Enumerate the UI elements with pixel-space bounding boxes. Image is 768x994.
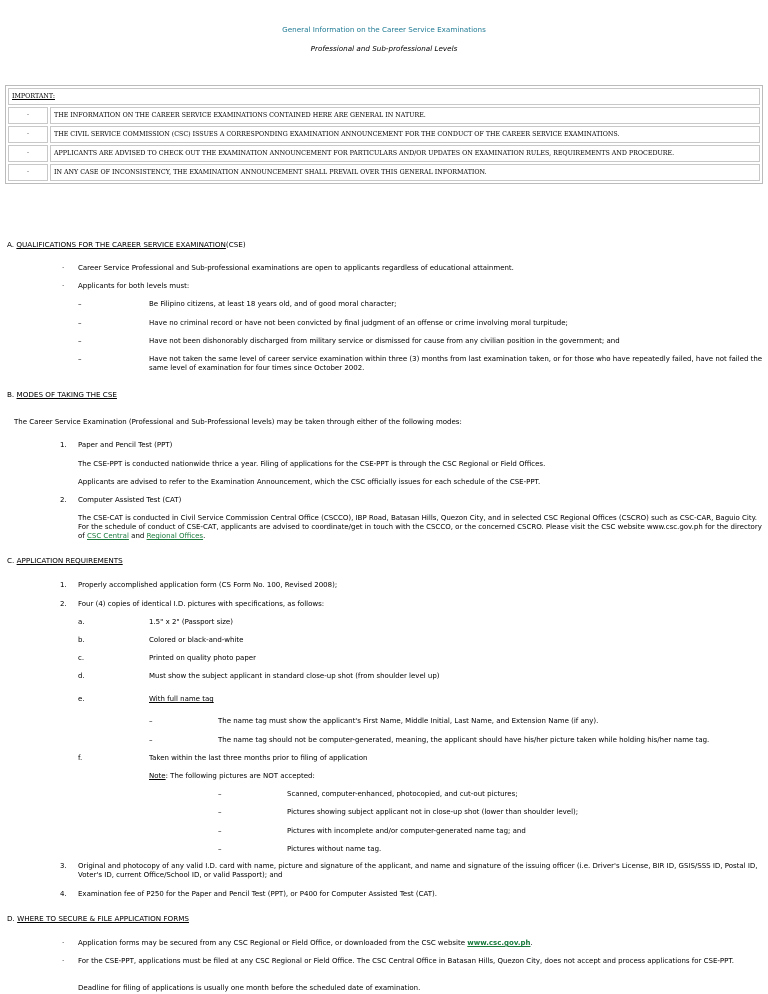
note: Note: The following pictures are NOT accepted:	[149, 772, 315, 780]
mode-cat-text: The CSE-CAT is conducted in Civil Service Commission Central Office (CSCCO), IBP Road, Batasan Hills, Quezon City, and in selected CSC Regional Offices (CSCRO) such as CSC-CAR, Baguio City. For the schedule of conduct of CSE-CAT, applicants are advised to coordinate/get in touch with the CSCCO, or the concerned CSCRO. Please visit the CSC website www.csc.gov.ph for the directory of CSC Central and Regional Offices.	[78, 514, 762, 540]
section-d-bullet-2: For the CSE-PPT, applications must be filed at any CSC Regional or Field Office. The CSC Central Office in Batasan Hills, Quezon City, does not accept and process applications for CSE-PPT.	[78, 957, 735, 965]
important-row: · THE INFORMATION ON THE CAREER SERVICE EXAMINATIONS CONTAINED HERE ARE GENERAL IN NATURE.	[8, 107, 760, 124]
item-number: 2.	[60, 496, 67, 504]
important-label: IMPORTANT:	[8, 88, 760, 105]
not-accepted-item: Pictures without name tag.	[287, 845, 382, 853]
qualification-item: Have not taken the same level of career service examination within three (3) months from last examination taken, or for those who have repeatedly failed, have not failed the same level of examination for four times since October 2002.	[149, 355, 763, 372]
name-tag-rule: The name tag should not be computer-generated, meaning, the applicant should have his/her picture taken while holding his/her name tag.	[218, 736, 710, 744]
requirement-item: Examination fee of P250 for the Paper and Pencil Test (PPT), or P400 for Computer Assisted Test (CAT).	[78, 890, 437, 898]
important-item: THE INFORMATION ON THE CAREER SERVICE EXAMINATIONS CONTAINED HERE ARE GENERAL IN NATURE.	[50, 107, 760, 124]
mode-ppt-text-2: Applicants are advised to refer to the Examination Announcement, which the CSC officially issues for each schedule of the CSE-PPT.	[78, 478, 541, 486]
section-b-intro: The Career Service Examination (Professional and Sub-Professional levels) may be taken through either of the following modes:	[14, 418, 462, 426]
section-c-heading: C. APPLICATION REQUIREMENTS	[7, 556, 123, 565]
mode-ppt-text-1: The CSE-PPT is conducted nationwide thrice a year. Filing of applications for the CSE-PPT is through the CSC Regional or Field Offices.	[78, 460, 546, 468]
section-b-heading: B. MODES OF TAKING THE CSE	[7, 390, 117, 399]
bullet-mark: ·	[62, 264, 65, 272]
important-row: · THE CIVIL SERVICE COMMISSION (CSC) ISSUES A CORRESPONDING EXAMINATION ANNOUNCEMENT FOR THE CONDUCT OF THE CAREER SERVICE EXAMINATIONS.	[8, 126, 760, 143]
item-number: 4.	[60, 890, 67, 898]
csc-website-link[interactable]: www.csc.gov.ph	[467, 939, 531, 947]
regional-offices-link[interactable]: Regional Offices	[146, 532, 204, 540]
bullet-mark: ·	[62, 282, 65, 290]
important-row: · IN ANY CASE OF INCONSISTENCY, THE EXAMINATION ANNOUNCEMENT SHALL PREVAIL OVER THIS GENERAL INFORMATION.	[8, 164, 760, 181]
mode-cat-title: Computer Assisted Test (CAT)	[78, 496, 182, 504]
section-a-heading: A. QUALIFICATIONS FOR THE CAREER SERVICE EXAMINATION(CSE)	[7, 240, 246, 249]
sub-letter: c.	[78, 654, 85, 662]
item-number: 1.	[60, 581, 67, 589]
important-box	[5, 85, 763, 184]
picture-spec: Taken within the last three months prior to filing of application	[149, 754, 368, 762]
not-accepted-item: Scanned, computer-enhanced, photocopied, and cut-out pictures;	[287, 790, 518, 798]
item-number: 1.	[60, 441, 67, 449]
bullet-mark: ·	[62, 939, 65, 947]
sub-letter: b.	[78, 636, 85, 644]
important-row: · APPLICANTS ARE ADVISED TO CHECK OUT THE EXAMINATION ANNOUNCEMENT FOR PARTICULARS AND/OR UPDATES ON EXAMINATION RULES, REQUIREMENTS AND PROCEDURE.	[8, 145, 760, 162]
qualification-item: Be Filipino citizens, at least 18 years old, and of good moral character;	[149, 300, 397, 308]
requirement-item: Properly accomplished application form (CS Form No. 100, Revised 2008);	[78, 581, 338, 589]
not-accepted-item: Pictures with incomplete and/or computer-generated name tag; and	[287, 827, 526, 835]
dash-mark: –	[218, 790, 222, 798]
section-d-heading: D. WHERE TO SECURE & FILE APPLICATION FORMS	[7, 914, 189, 923]
item-number: 3.	[60, 862, 67, 870]
section-a-bullet-2: Applicants for both levels must:	[78, 282, 190, 290]
dash-mark: –	[78, 337, 82, 345]
page-title: General Information on the Career Service Examinations	[282, 25, 486, 34]
qualification-item: Have no criminal record or have not been convicted by final judgment of an offense or crime involving moral turpitude;	[149, 319, 568, 327]
sub-letter: a.	[78, 618, 85, 626]
qualification-item: Have not been dishonorably discharged from military service or dismissed for cause from any civilian position in the government; and	[149, 337, 620, 345]
mode-ppt-title: Paper and Pencil Test (PPT)	[78, 441, 173, 449]
picture-spec: 1.5" x 2" (Passport size)	[149, 618, 233, 626]
dash-mark: –	[149, 717, 153, 725]
section-a-bullet-1: Career Service Professional and Sub-professional examinations are open to applicants regardless of educational attainment.	[78, 264, 514, 272]
requirement-item: Original and photocopy of any valid I.D. card with name, picture and signature of the applicant, and name and signature of the issuing officer (i.e. Driver's License, BIR ID, GSIS/SSS ID, Postal ID, Voter's ID, current Office/School ID, or valid Passport); and	[78, 862, 758, 879]
picture-spec: Printed on quality photo paper	[149, 654, 256, 662]
important-item: THE CIVIL SERVICE COMMISSION (CSC) ISSUES A CORRESPONDING EXAMINATION ANNOUNCEMENT FOR THE CONDUCT OF THE CAREER SERVICE EXAMINATIONS.	[50, 126, 760, 143]
important-item: APPLICANTS ARE ADVISED TO CHECK OUT THE EXAMINATION ANNOUNCEMENT FOR PARTICULARS AND/OR UPDATES ON EXAMINATION RULES, REQUIREMENTS AND PROCEDURE.	[50, 145, 760, 162]
page-subtitle: Professional and Sub-professional Levels	[310, 44, 458, 53]
dash-mark: –	[218, 845, 222, 853]
sub-letter: f.	[78, 754, 83, 762]
picture-spec: With full name tag	[149, 695, 214, 703]
name-tag-rule: The name tag must show the applicant's First Name, Middle Initial, Last Name, and Extension Name (if any).	[218, 717, 599, 725]
requirement-item: Four (4) copies of identical I.D. pictures with specifications, as follows:	[78, 600, 325, 608]
filing-deadline: Deadline for filing of applications is usually one month before the scheduled date of examination.	[78, 984, 421, 992]
not-accepted-item: Pictures showing subject applicant not in close-up shot (lower than shoulder level);	[287, 808, 579, 816]
dash-mark: –	[78, 355, 82, 363]
sub-letter: e.	[78, 695, 85, 703]
bullet-mark: ·	[62, 957, 65, 965]
dash-mark: –	[218, 827, 222, 835]
sub-letter: d.	[78, 672, 85, 680]
dash-mark: –	[78, 319, 82, 327]
section-d-bullet-1: Application forms may be secured from any CSC Regional or Field Office, or downloaded from the CSC website www.csc.gov.ph.	[78, 939, 533, 947]
picture-spec: Must show the subject applicant in standard close-up shot (from shoulder level up)	[149, 672, 440, 680]
dash-mark: –	[78, 300, 82, 308]
csc-central-link[interactable]: CSC Central	[86, 532, 129, 540]
picture-spec: Colored or black-and-white	[149, 636, 244, 644]
dash-mark: –	[149, 736, 153, 744]
dash-mark: –	[218, 808, 222, 816]
item-number: 2.	[60, 600, 67, 608]
important-item: IN ANY CASE OF INCONSISTENCY, THE EXAMINATION ANNOUNCEMENT SHALL PREVAIL OVER THIS GENERAL INFORMATION.	[50, 164, 760, 181]
